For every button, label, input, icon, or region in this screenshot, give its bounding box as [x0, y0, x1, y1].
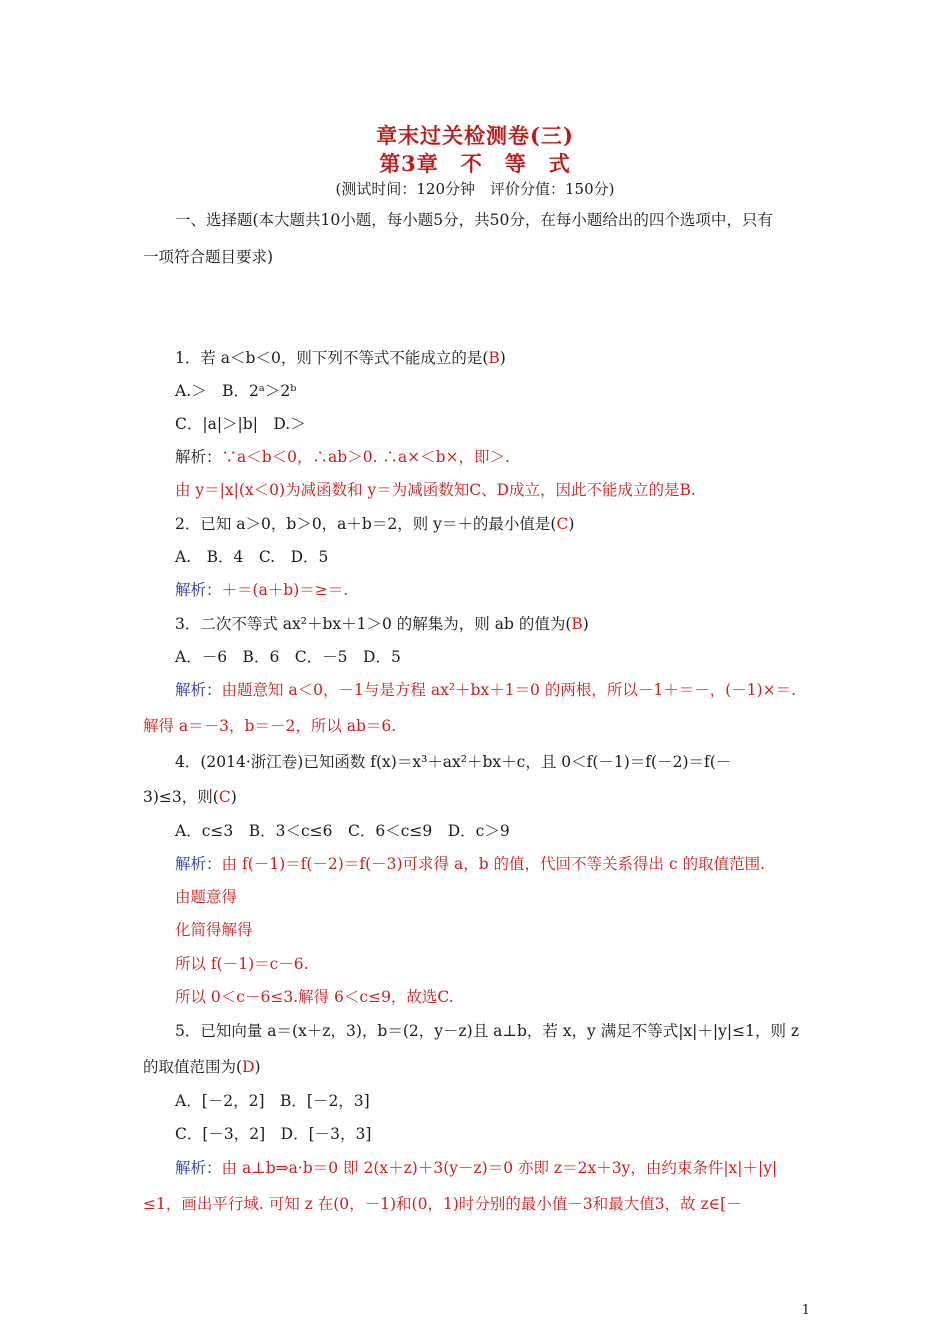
question-4-stem-2: 3)≤3，则(C) — [143, 788, 237, 806]
question-2-answer: C — [556, 515, 569, 533]
question-4-solution-4: 所以 f(－1)＝c－6. — [175, 955, 309, 973]
chapter-subtitle: 第3章 不 等 式 — [379, 151, 571, 176]
question-1-options-ab: A.＞ B．2ᵃ＞2ᵇ — [175, 382, 297, 400]
question-4-solution-2: 由题意得 — [175, 888, 238, 906]
question-1-options-cd: C．|a|＞|b| D.＞ — [175, 415, 306, 433]
question-1-stem: 1．若 a＜b＜0，则下列不等式不能成立的是(B) — [175, 349, 506, 367]
question-5-solution: 解析：由 a⊥b⇒a·b＝0 即 2(x＋z)＋3(y－z)＝0 亦即 z＝2x＋3y，由约束条件|x|＋|y| — [175, 1159, 778, 1177]
question-5-solution-2: ≤1，画出平行域. 可知 z 在(0，－1)和(0，1)时分别的最小值－3和最大值3，故 z∈[－ — [143, 1195, 742, 1213]
question-4-solution: 解析：由 f(－1)＝f(－2)＝f(－3)可求得 a，b 的值，代回不等关系得出 c 的取值范围. — [175, 855, 766, 873]
question-4-answer: C — [218, 788, 231, 806]
question-1-solution: 解析：∵a＜b＜0，∴ab＞0. ∴a×＜b×，即＞. — [175, 448, 510, 466]
question-3-solution: 解析：由题意知 a＜0，－1与是方程 ax²＋bx＋1＝0 的两根，所以－1＋＝－，(－1)×＝. — [175, 681, 797, 699]
question-3-solution-2: 解得 a＝－3，b＝－2，所以 ab＝6. — [143, 717, 397, 735]
question-4-solution-5: 所以 0＜c－6≤3.解得 6＜c≤9，故选C. — [175, 988, 454, 1006]
question-5-options-cd: C．[－3，2] D．[－3，3] — [175, 1125, 372, 1143]
question-5-stem: 5．已知向量 a＝(x＋z，3)，b＝(2，y－z)且 a⊥b，若 x，y 满足不等式|x|＋|y|≤1，则 z — [175, 1022, 800, 1040]
exam-meta: (测试时间：120分钟 评价分值：150分) — [335, 180, 615, 198]
section-intro-line1: 一、选择题(本大题共10小题，每小题5分，共50分，在每小题给出的四个选项中，只有 — [175, 211, 773, 229]
question-2-stem: 2．已知 a＞0，b＞0，a＋b＝2，则 y＝＋的最小值是(C) — [175, 515, 575, 533]
question-4-options: A．c≤3 B．3＜c≤6 C．6＜c≤9 D．c＞9 — [175, 822, 510, 840]
question-4-solution-3: 化简得解得 — [175, 921, 253, 939]
page-number: 1 — [801, 1303, 810, 1318]
question-5-options-ab: A．[－2，2] B．[－2，3] — [175, 1092, 370, 1110]
question-3-options: A．－6 B．6 C．－5 D．5 — [175, 648, 401, 666]
question-2-options: A. B．4 C. D．5 — [175, 548, 329, 566]
question-5-stem-2: 的取值范围为(D) — [143, 1058, 261, 1076]
question-1-answer: B — [488, 349, 500, 367]
question-3-answer: B — [571, 615, 583, 633]
question-5-answer: D — [242, 1058, 255, 1076]
page-title: 章末过关检测卷(三) — [376, 123, 574, 148]
question-4-stem: 4．(2014·浙江卷)已知函数 f(x)＝x³＋ax²＋bx＋c，且 0＜f(－1)＝f(－2)＝f(－ — [175, 753, 732, 771]
question-3-stem: 3．二次不等式 ax²＋bx＋1＞0 的解集为，则 ab 的值为(B) — [175, 615, 589, 633]
question-1-solution-2: 由 y＝|x|(x＜0)为减函数和 y＝为减函数知C、D成立，因此不能成立的是B. — [175, 481, 696, 499]
section-intro-line2: 一项符合题目要求) — [143, 248, 274, 266]
question-2-solution: 解析：＋＝(a＋b)＝≥＝. — [175, 581, 349, 599]
